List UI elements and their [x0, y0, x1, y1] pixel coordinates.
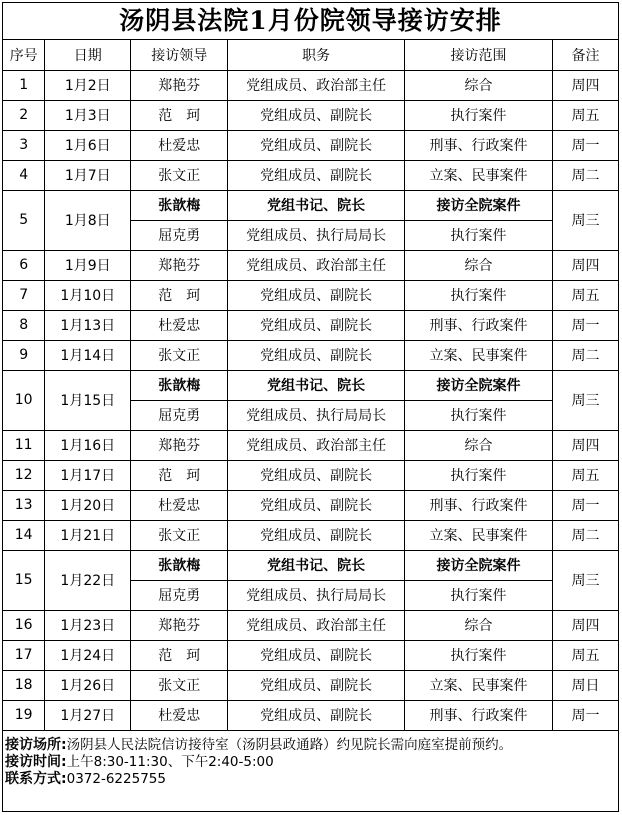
cell-note: 周三 — [553, 550, 618, 610]
cell-scope: 综合 — [404, 70, 552, 100]
cell-date: 1月7日 — [45, 160, 131, 190]
cell-leader: 郑艳芬 — [131, 610, 228, 640]
table-row — [3, 130, 618, 160]
cell-seq: 2 — [3, 100, 45, 130]
header-note: 备注 — [553, 40, 618, 70]
cell-note: 周二 — [553, 160, 618, 190]
cell-date: 1月15日 — [45, 370, 131, 430]
cell-note: 周四 — [553, 250, 618, 280]
cell-scope: 综合 — [404, 610, 552, 640]
footer-time — [5, 754, 616, 771]
cell-note: 周一 — [553, 490, 618, 520]
cell-scope: 刑事、行政案件 — [404, 130, 552, 160]
cell-position: 党组成员、副院长 — [228, 460, 405, 490]
cell-seq: 6 — [3, 250, 45, 280]
table-row — [3, 460, 618, 490]
cell-seq: 7 — [3, 280, 45, 310]
cell-seq: 13 — [3, 490, 45, 520]
cell-position: 党组成员、副院长 — [228, 310, 405, 340]
cell-position: 党组成员、副院长 — [228, 130, 405, 160]
cell-date: 1月10日 — [45, 280, 131, 310]
cell-note: 周五 — [553, 280, 618, 310]
cell-note: 周四 — [553, 70, 618, 100]
cell-leader: 范 珂 — [131, 280, 228, 310]
contact-label: 联系方式: — [5, 771, 67, 787]
place-value: 汤阴县人民法院信访接待室（汤阴县政通路）约见院长需向庭室提前预约。 — [66, 737, 513, 753]
cell-note: 周五 — [553, 640, 618, 670]
table-row — [3, 670, 618, 700]
cell-position: 党组成员、副院长 — [228, 700, 405, 730]
cell-position: 党组成员、副院长 — [228, 340, 405, 370]
cell-note: 周日 — [553, 670, 618, 700]
cell-leader: 杜爱忠 — [131, 490, 228, 520]
cell-scope: 刑事、行政案件 — [404, 310, 552, 340]
footer-contact — [5, 771, 616, 788]
footer-place — [5, 737, 616, 754]
cell-leader: 杜爱忠 — [131, 700, 228, 730]
cell-leader: 张歆梅 — [131, 190, 228, 220]
table-row — [3, 280, 618, 310]
cell-scope: 执行案件 — [404, 400, 552, 430]
cell-seq: 11 — [3, 430, 45, 460]
cell-position: 党组成员、执行局局长 — [228, 580, 405, 610]
cell-position: 党组书记、院长 — [228, 370, 405, 400]
cell-date: 1月26日 — [45, 670, 131, 700]
cell-seq: 10 — [3, 370, 45, 430]
cell-scope: 综合 — [404, 250, 552, 280]
page-title: 汤阴县法院1月份院领导接访安排 — [3, 3, 618, 40]
cell-scope: 立案、民事案件 — [404, 160, 552, 190]
cell-leader: 张文正 — [131, 340, 228, 370]
cell-position: 党组成员、副院长 — [228, 160, 405, 190]
cell-note: 周四 — [553, 430, 618, 460]
cell-scope: 执行案件 — [404, 220, 552, 250]
header-leader: 接访领导 — [131, 40, 228, 70]
contact-value: 0372-6225755 — [66, 771, 166, 787]
place-label: 接访场所: — [5, 737, 67, 753]
cell-position: 党组成员、副院长 — [228, 520, 405, 550]
table-row — [3, 370, 618, 400]
cell-date: 1月2日 — [45, 70, 131, 100]
cell-seq: 19 — [3, 700, 45, 730]
table-row — [3, 550, 618, 580]
cell-scope: 综合 — [404, 430, 552, 460]
cell-date: 1月27日 — [45, 700, 131, 730]
table-row — [3, 610, 618, 640]
cell-note: 周五 — [553, 100, 618, 130]
cell-position: 党组成员、执行局局长 — [228, 220, 405, 250]
cell-leader: 屈克勇 — [131, 580, 228, 610]
table-row — [3, 250, 618, 280]
cell-leader: 杜爱忠 — [131, 310, 228, 340]
cell-seq: 3 — [3, 130, 45, 160]
cell-seq: 16 — [3, 610, 45, 640]
cell-seq: 4 — [3, 160, 45, 190]
cell-position: 党组书记、院长 — [228, 190, 405, 220]
schedule-sheet — [2, 2, 619, 812]
cell-seq: 18 — [3, 670, 45, 700]
cell-seq: 5 — [3, 190, 45, 250]
cell-scope: 接访全院案件 — [404, 370, 552, 400]
time-value: 上午8:30-11:30、下午2:40-5:00 — [66, 754, 274, 770]
cell-scope: 刑事、行政案件 — [404, 700, 552, 730]
table-row — [3, 70, 618, 100]
header-scope: 接访范围 — [404, 40, 552, 70]
header-date: 日期 — [45, 40, 131, 70]
table-row — [3, 190, 618, 220]
table-row — [3, 310, 618, 340]
table-row — [3, 700, 618, 730]
cell-leader: 张文正 — [131, 670, 228, 700]
cell-leader: 屈克勇 — [131, 400, 228, 430]
cell-leader: 郑艳芬 — [131, 250, 228, 280]
cell-position: 党组成员、副院长 — [228, 490, 405, 520]
table-row — [3, 100, 618, 130]
cell-date: 1月6日 — [45, 130, 131, 160]
cell-scope: 执行案件 — [404, 280, 552, 310]
cell-position: 党组成员、政治部主任 — [228, 250, 405, 280]
cell-leader: 张文正 — [131, 160, 228, 190]
cell-scope: 接访全院案件 — [404, 190, 552, 220]
cell-leader: 范 珂 — [131, 640, 228, 670]
cell-date: 1月16日 — [45, 430, 131, 460]
table-header-row — [3, 40, 618, 70]
cell-scope: 立案、民事案件 — [404, 670, 552, 700]
header-position: 职务 — [228, 40, 405, 70]
cell-date: 1月22日 — [45, 550, 131, 610]
cell-note: 周三 — [553, 370, 618, 430]
table-row — [3, 640, 618, 670]
cell-scope: 执行案件 — [404, 460, 552, 490]
header-seq: 序号 — [3, 40, 45, 70]
table-row — [3, 430, 618, 460]
cell-note: 周一 — [553, 700, 618, 730]
cell-seq: 15 — [3, 550, 45, 610]
cell-date: 1月23日 — [45, 610, 131, 640]
cell-leader: 屈克勇 — [131, 220, 228, 250]
cell-position: 党组成员、执行局局长 — [228, 400, 405, 430]
cell-scope: 立案、民事案件 — [404, 340, 552, 370]
cell-note: 周一 — [553, 130, 618, 160]
cell-position: 党组成员、副院长 — [228, 280, 405, 310]
cell-seq: 14 — [3, 520, 45, 550]
table-row — [3, 490, 618, 520]
cell-position: 党组成员、副院长 — [228, 640, 405, 670]
cell-scope: 刑事、行政案件 — [404, 490, 552, 520]
cell-seq: 9 — [3, 340, 45, 370]
cell-scope: 立案、民事案件 — [404, 520, 552, 550]
cell-position: 党组成员、政治部主任 — [228, 70, 405, 100]
cell-note: 周四 — [553, 610, 618, 640]
table-row — [3, 520, 618, 550]
cell-scope: 执行案件 — [404, 100, 552, 130]
cell-leader: 范 珂 — [131, 100, 228, 130]
cell-scope: 执行案件 — [404, 640, 552, 670]
cell-note: 周二 — [553, 340, 618, 370]
cell-leader: 范 珂 — [131, 460, 228, 490]
cell-leader: 张文正 — [131, 520, 228, 550]
cell-date: 1月20日 — [45, 490, 131, 520]
cell-scope: 接访全院案件 — [404, 550, 552, 580]
cell-date: 1月9日 — [45, 250, 131, 280]
cell-note: 周五 — [553, 460, 618, 490]
cell-position: 党组成员、政治部主任 — [228, 610, 405, 640]
table-body — [3, 70, 618, 730]
cell-date: 1月3日 — [45, 100, 131, 130]
cell-date: 1月17日 — [45, 460, 131, 490]
cell-scope: 执行案件 — [404, 580, 552, 610]
cell-position: 党组书记、院长 — [228, 550, 405, 580]
cell-position: 党组成员、政治部主任 — [228, 430, 405, 460]
table-row — [3, 340, 618, 370]
cell-date: 1月8日 — [45, 190, 131, 250]
cell-seq: 8 — [3, 310, 45, 340]
cell-note: 周一 — [553, 310, 618, 340]
cell-note: 周二 — [553, 520, 618, 550]
cell-date: 1月13日 — [45, 310, 131, 340]
schedule-table — [3, 40, 618, 730]
cell-seq: 12 — [3, 460, 45, 490]
cell-date: 1月21日 — [45, 520, 131, 550]
time-label: 接访时间: — [5, 754, 67, 770]
cell-date: 1月24日 — [45, 640, 131, 670]
cell-note: 周三 — [553, 190, 618, 250]
cell-seq: 17 — [3, 640, 45, 670]
cell-leader: 张歆梅 — [131, 370, 228, 400]
cell-leader: 张歆梅 — [131, 550, 228, 580]
table-row — [3, 160, 618, 190]
cell-leader: 杜爱忠 — [131, 130, 228, 160]
cell-position: 党组成员、副院长 — [228, 670, 405, 700]
footer-info — [3, 730, 618, 788]
cell-leader: 郑艳芬 — [131, 430, 228, 460]
cell-position: 党组成员、副院长 — [228, 100, 405, 130]
cell-date: 1月14日 — [45, 340, 131, 370]
cell-leader: 郑艳芬 — [131, 70, 228, 100]
cell-seq: 1 — [3, 70, 45, 100]
